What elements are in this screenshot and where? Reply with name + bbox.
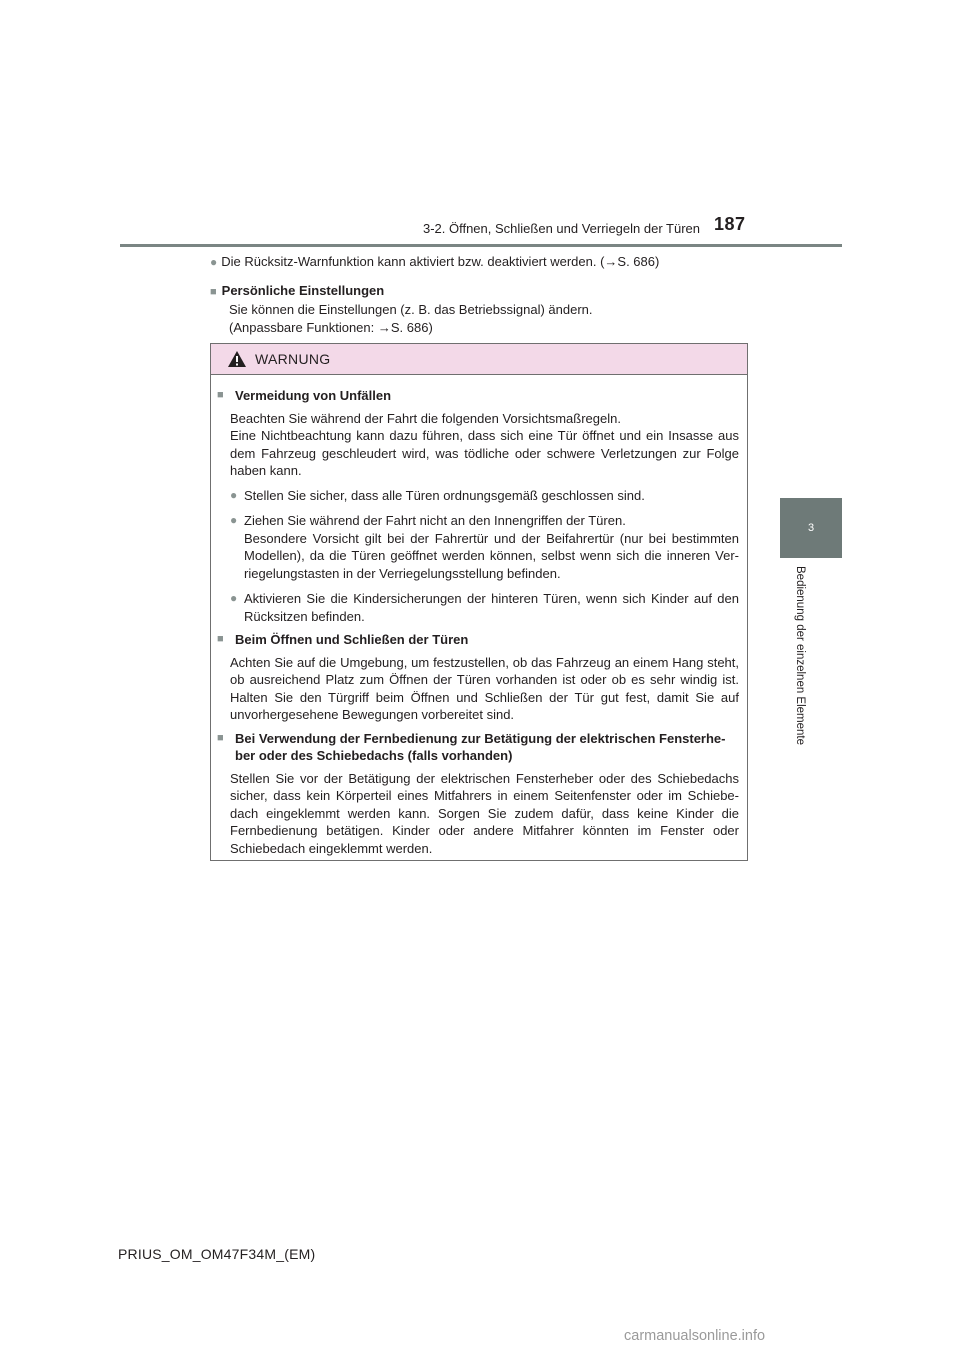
page-number: 187 [714, 214, 746, 234]
section-heading-text: Vermeidung von Unfällen [235, 388, 392, 403]
square-bullet-icon: ■ [217, 731, 224, 744]
intro-heading-text: Persönliche Einstellungen [221, 282, 385, 298]
circle-bullet-icon: ● [210, 255, 218, 269]
warning-section-doors [217, 631, 739, 724]
square-bullet-icon: ■ [210, 285, 217, 298]
list-item [217, 487, 739, 505]
intro-heading [210, 282, 750, 302]
circle-bullet-icon: ● [230, 513, 238, 527]
section-heading [217, 730, 739, 765]
document-code: PRIUS_OM_OM47F34M_(EM) [118, 1246, 316, 1262]
warning-header [211, 344, 747, 375]
intro-line-1: Sie können die Einstellungen (z. B. das Betriebssignal) ändern. [229, 302, 593, 317]
watermark: carmanualsonline.info [624, 1328, 766, 1344]
intro-line-2: (Anpassbare Funktionen: →S. 686) [229, 319, 433, 335]
section-paragraph: Stellen Sie vor der Betätigung der elektrischen Fensterheber oder des Schiebedachs sicher, dass kein Körperteil eines Mitfahrers in einem Seitenfenster oder im Schiebe-dach eingeklemmt werden kann. Sorgen Sie zudem dafür, dass keine Kinder die Fernbedienung betätigen. Kinder oder andere Mitfahrer könnten im Fenster oder Schiebedach eingeklemmt werden. [230, 770, 739, 856]
list-item-text: Besondere Vorsicht gilt bei der Fahrertür und der Beifahrertür (nur bei bestimmten Modellen), da die Türen geöffnet werden können, selbst wenn sich die inneren Ver-riegelungstasten in der Verriegelungsstellung befinden. [244, 530, 739, 581]
section-paragraph: Eine Nichtbeachtung kann dazu führen, dass sich eine Tür öffnet und ein Insasse aus dem Fahrzeug geschleudert wird, was tödliche oder schwere Verletzungen zur Folge haben kann. [230, 428, 739, 478]
circle-bullet-icon: ● [230, 487, 238, 502]
list-item-text: Ziehen Sie während der Fahrt nicht an den Innengriffen der Türen. [244, 513, 626, 528]
list-item-text: Aktivieren Sie die Kindersicherungen der hinteren Türen, wenn sich Kinder auf den Rücksitzen befinden. [244, 591, 739, 624]
warning-section-accidents [217, 387, 739, 625]
section-heading [217, 631, 739, 649]
intro-section [210, 253, 750, 336]
chapter-tab [780, 498, 842, 558]
warning-box [210, 343, 748, 861]
warning-body [211, 375, 747, 857]
warning-title: WARNUNG [255, 351, 331, 367]
square-bullet-icon: ■ [217, 633, 224, 645]
section-heading-text: Beim Öffnen und Schließen der Türen [235, 632, 469, 647]
list-item [217, 590, 739, 625]
list-item [217, 512, 739, 582]
intro-bullet-text: Die Rücksitz-Warnfunktion kann aktiviert bzw. deaktiviert werden. (→S. 686) [221, 254, 660, 269]
intro-bullet-item [210, 253, 750, 272]
square-bullet-icon: ■ [217, 389, 224, 401]
chapter-number: 3 [807, 522, 815, 534]
warning-triangle-icon [227, 350, 247, 368]
list-item-text: Stellen Sie sicher, dass alle Türen ordnungsgemäß geschlossen sind. [244, 487, 645, 503]
section-paragraph: Beachten Sie während der Fahrt die folgenden Vorsichtsmaßregeln. [230, 410, 621, 426]
section-heading [217, 387, 739, 405]
header-rule [120, 244, 842, 247]
section-title: 3-2. Öffnen, Schließen und Verriegeln der Türen [422, 221, 700, 236]
circle-bullet-icon: ● [230, 591, 238, 605]
warning-section-remote [217, 730, 739, 858]
chapter-label: Bedienung der einzelnen Elemente [794, 566, 806, 746]
section-paragraph: Achten Sie auf die Umgebung, um festzustellen, ob das Fahrzeug an einem Hang steht, ob ausreichend Platz zum Öffnen der Türen vorhanden ist oder ob es sehr windig ist. Halten Sie den Türgriff beim Öffnen und Schließen der Tür gut fest, damit Sie auf unvorhergesehene Bewegungen vorbereitet sind. [230, 654, 739, 722]
section-heading-text: Bei Verwendung der Fernbedienung zur Betätigung der elektrischen Fensterhe-ber oder des Schiebedachs (falls vorhanden) [235, 730, 726, 763]
